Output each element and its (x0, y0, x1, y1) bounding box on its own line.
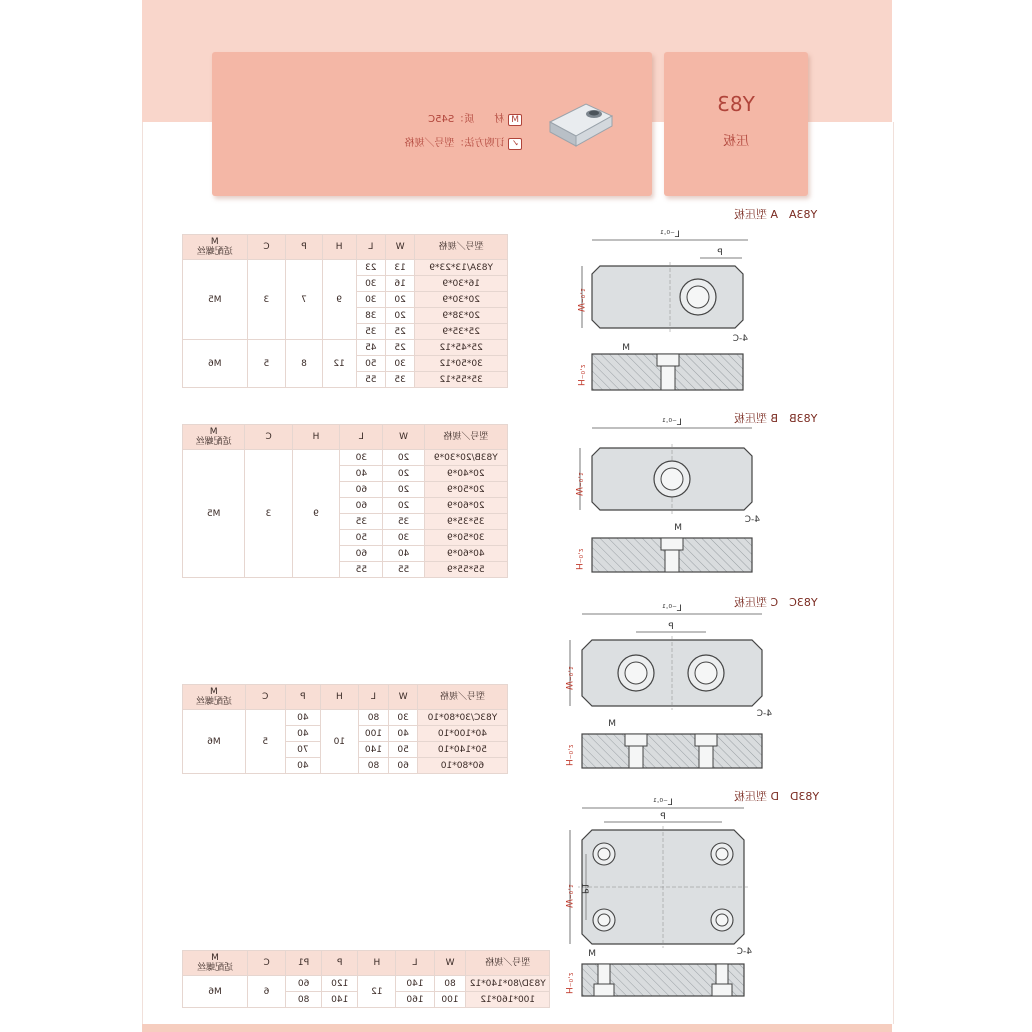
table-row (183, 260, 508, 276)
cell-l: 30 (340, 450, 383, 466)
dim-h-label: H⁻⁰·² (563, 972, 573, 994)
col-m (183, 425, 245, 450)
cell-c: 5 (247, 340, 286, 388)
col-l: L (356, 235, 385, 260)
dim-4c-label: 4-C (736, 947, 752, 957)
cell-p: 8 (286, 340, 322, 388)
col-w: W (434, 951, 466, 976)
product-name: 压板 (723, 134, 750, 149)
cell-h: 9 (322, 260, 356, 340)
col-h: H (322, 235, 356, 260)
cell-w: 35 (383, 514, 424, 530)
cell-l: 50 (356, 356, 385, 372)
col-model: 型号／规格 (424, 425, 507, 450)
section-b-table-wrap (182, 424, 508, 592)
dim-l-label: L⁻⁰·¹ (660, 230, 680, 240)
cell-p1: 80 (286, 992, 322, 1008)
material-label: 材 质：S45C (428, 114, 505, 125)
section-b-drawing (560, 416, 792, 578)
cell-model: 20*60*9 (424, 498, 507, 514)
cell-l: 38 (356, 308, 385, 324)
dim-4c-label: 4-C (732, 334, 748, 344)
cell-h: 10 (321, 710, 359, 774)
footer-band (142, 1024, 892, 1032)
section-d-table-wrap (182, 950, 550, 1010)
cell-l: 140 (358, 742, 389, 758)
section-a-table-wrap (182, 234, 508, 404)
section-d-table (182, 950, 550, 1008)
cell-m: M6 (183, 976, 248, 1008)
dim-w-label: W⁻⁰·¹ (575, 288, 585, 312)
cell-l: 160 (396, 992, 434, 1008)
col-h: H (358, 951, 396, 976)
cell-model: 25*45*12 (415, 340, 508, 356)
col-c: C (247, 951, 285, 976)
cell-m: M5 (183, 260, 248, 340)
cell-p: 120 (322, 976, 358, 992)
cell-model: 40*100*10 (417, 726, 507, 742)
cell-l: 35 (340, 514, 383, 530)
col-w: W (383, 425, 424, 450)
col-m-label: M (209, 427, 218, 437)
cell-l: 50 (340, 530, 383, 546)
dim-p1-label: P1 (579, 882, 589, 894)
cell-l: 55 (356, 372, 385, 388)
cell-p: 40 (285, 726, 320, 742)
col-model: 型号／规格 (415, 235, 508, 260)
cell-w: 25 (385, 340, 414, 356)
col-m (183, 951, 248, 976)
product-thumbnail (542, 92, 622, 154)
cell-w: 30 (383, 530, 424, 546)
section-d-drawing (556, 796, 792, 1004)
cell-w: 16 (385, 276, 414, 292)
col-m (183, 685, 246, 710)
section-c-table-wrap (182, 684, 508, 780)
cell-c: 6 (247, 976, 285, 1008)
section-d-title: Y83D D 型压板 (734, 790, 820, 803)
col-p: P (286, 235, 322, 260)
col-c: C (247, 235, 286, 260)
col-p: P (285, 685, 320, 710)
cell-model: 30*50*9 (424, 530, 507, 546)
table-row (183, 710, 508, 726)
cell-w: 60 (389, 758, 418, 774)
col-c: C (245, 425, 292, 450)
cell-model: 60*80*10 (417, 758, 507, 774)
col-m-sub: 适配螺丝 (196, 247, 233, 257)
table-row (183, 976, 550, 992)
section-c-drawing (552, 600, 802, 776)
dim-m-label: M (588, 949, 596, 959)
cell-model: 20*50*9 (424, 482, 507, 498)
cell-model: 20*30*9 (415, 292, 508, 308)
cell-w: 40 (383, 546, 424, 562)
cell-l: 100 (358, 726, 389, 742)
cell-l: 23 (356, 260, 385, 276)
cell-m: M6 (183, 340, 248, 388)
cell-model: 55*55*9 (424, 562, 507, 578)
dim-l-label: L⁻⁰·¹ (662, 604, 682, 614)
cell-l: 60 (340, 482, 383, 498)
cell-model: 50*140*10 (417, 742, 507, 758)
cell-p: 140 (322, 992, 358, 1008)
cell-w: 25 (385, 324, 414, 340)
section-b-table (182, 424, 508, 578)
cell-model: Y83C/30*80*10 (417, 710, 507, 726)
cell-w: 20 (385, 308, 414, 324)
cell-model: 100*160*12 (466, 992, 550, 1008)
section-c-table (182, 684, 508, 774)
product-code-panel (664, 52, 808, 196)
cell-model: 25*35*9 (415, 324, 508, 340)
cell-l: 140 (396, 976, 434, 992)
dim-h-label: H⁻⁰·² (563, 744, 573, 766)
material-icon: M (508, 114, 522, 126)
cell-l: 60 (340, 498, 383, 514)
section-a-drawing (570, 226, 770, 402)
col-m-sub: 适配螺丝 (195, 697, 232, 707)
dim-h-label: H⁻⁰·² (573, 548, 583, 570)
cell-w: 30 (389, 710, 418, 726)
cell-model: 16*30*9 (415, 276, 508, 292)
material-line (428, 110, 522, 126)
cell-w: 20 (383, 450, 424, 466)
cell-h: 12 (322, 340, 356, 388)
table-row (183, 450, 508, 466)
col-model: 型号／规格 (417, 685, 507, 710)
dim-w-label: W⁻⁰·¹ (563, 884, 573, 908)
cell-p: 70 (285, 742, 320, 758)
col-m-label: M (210, 687, 218, 697)
col-m-sub: 适配螺丝 (196, 963, 233, 973)
cell-w: 40 (389, 726, 418, 742)
product-info-panel (212, 52, 652, 196)
table-header-row (183, 425, 508, 450)
cell-c: 5 (245, 710, 285, 774)
cell-l: 80 (358, 758, 389, 774)
table-row (183, 340, 508, 356)
cell-c: 3 (245, 450, 292, 578)
cell-w: 100 (434, 992, 466, 1008)
order-label: 订购方法：型号／规格 (404, 138, 505, 149)
dim-h-label: H⁻⁰·² (575, 364, 585, 386)
dim-4c-label: 4-C (756, 709, 772, 719)
col-l: L (396, 951, 434, 976)
cell-w: 20 (383, 466, 424, 482)
dim-4c-label: 4-C (744, 515, 760, 525)
col-m-label: M (210, 237, 219, 247)
table-header-row (183, 235, 508, 260)
col-h: H (292, 425, 339, 450)
cell-model: 35*55*12 (415, 372, 508, 388)
cell-l: 60 (340, 546, 383, 562)
col-p1: P1 (286, 951, 322, 976)
table-header-row (183, 951, 550, 976)
dim-m-label: M (674, 523, 682, 533)
cell-w: 35 (385, 372, 414, 388)
col-w: W (389, 685, 418, 710)
cell-l: 30 (356, 276, 385, 292)
dim-m-label: M (608, 719, 616, 729)
dim-l-label: L⁻⁰·¹ (662, 418, 682, 428)
cell-m: M5 (183, 450, 245, 578)
cell-model: Y83B/20*30*9 (424, 450, 507, 466)
section-a-title: Y83A A 型压板 (734, 208, 818, 221)
cell-p1: 60 (286, 976, 322, 992)
dim-w-label: W⁻⁰·¹ (573, 472, 583, 496)
section-b-title: Y83B B 型压板 (734, 412, 818, 425)
col-l: L (340, 425, 383, 450)
section-a-table (182, 234, 508, 388)
cell-l: 40 (340, 466, 383, 482)
cell-m: M6 (183, 710, 246, 774)
cell-h: 9 (292, 450, 339, 578)
col-w: W (385, 235, 414, 260)
order-line (404, 134, 522, 150)
cell-model: 40*60*9 (424, 546, 507, 562)
cell-w: 20 (383, 482, 424, 498)
cell-l: 35 (356, 324, 385, 340)
product-code: Y83 (717, 92, 755, 116)
cell-w: 30 (385, 356, 414, 372)
dim-p-label: P (668, 622, 674, 632)
col-c: C (245, 685, 285, 710)
col-m (183, 235, 248, 260)
cell-model: 30*50*12 (415, 356, 508, 372)
col-model: 型号／规格 (466, 951, 550, 976)
cell-l: 55 (340, 562, 383, 578)
check-icon: ✓ (508, 138, 522, 150)
cell-l: 80 (358, 710, 389, 726)
cell-w: 50 (389, 742, 418, 758)
cell-model: 20*38*9 (415, 308, 508, 324)
dim-w-label: W⁻⁰·¹ (563, 666, 573, 690)
cell-c: 3 (247, 260, 286, 340)
dim-m-label: M (622, 343, 630, 353)
cell-model: Y83A/13*23*9 (415, 260, 508, 276)
col-m-label: M (211, 953, 219, 963)
cell-w: 20 (383, 498, 424, 514)
col-m-sub: 适配螺丝 (195, 437, 232, 447)
cell-p: 40 (285, 710, 320, 726)
cell-w: 20 (385, 292, 414, 308)
cell-w: 13 (385, 260, 414, 276)
dim-l-label: L⁻⁰·¹ (653, 798, 673, 808)
col-l: L (358, 685, 389, 710)
col-p: P (322, 951, 358, 976)
cell-w: 80 (434, 976, 466, 992)
dim-p-label: P (660, 812, 666, 822)
cell-p: 40 (285, 758, 320, 774)
section-c-title: Y83C C 型压板 (734, 596, 818, 609)
cell-p: 7 (286, 260, 322, 340)
cell-model: Y83D/80*140*12 (466, 976, 550, 992)
cell-l: 45 (356, 340, 385, 356)
cell-model: 20*40*9 (424, 466, 507, 482)
cell-l: 30 (356, 292, 385, 308)
cell-h: 12 (358, 976, 396, 1008)
cell-model: 35*35*9 (424, 514, 507, 530)
table-header-row (183, 685, 508, 710)
dim-p-label: P (717, 248, 723, 258)
col-h: H (321, 685, 359, 710)
cell-w: 55 (383, 562, 424, 578)
